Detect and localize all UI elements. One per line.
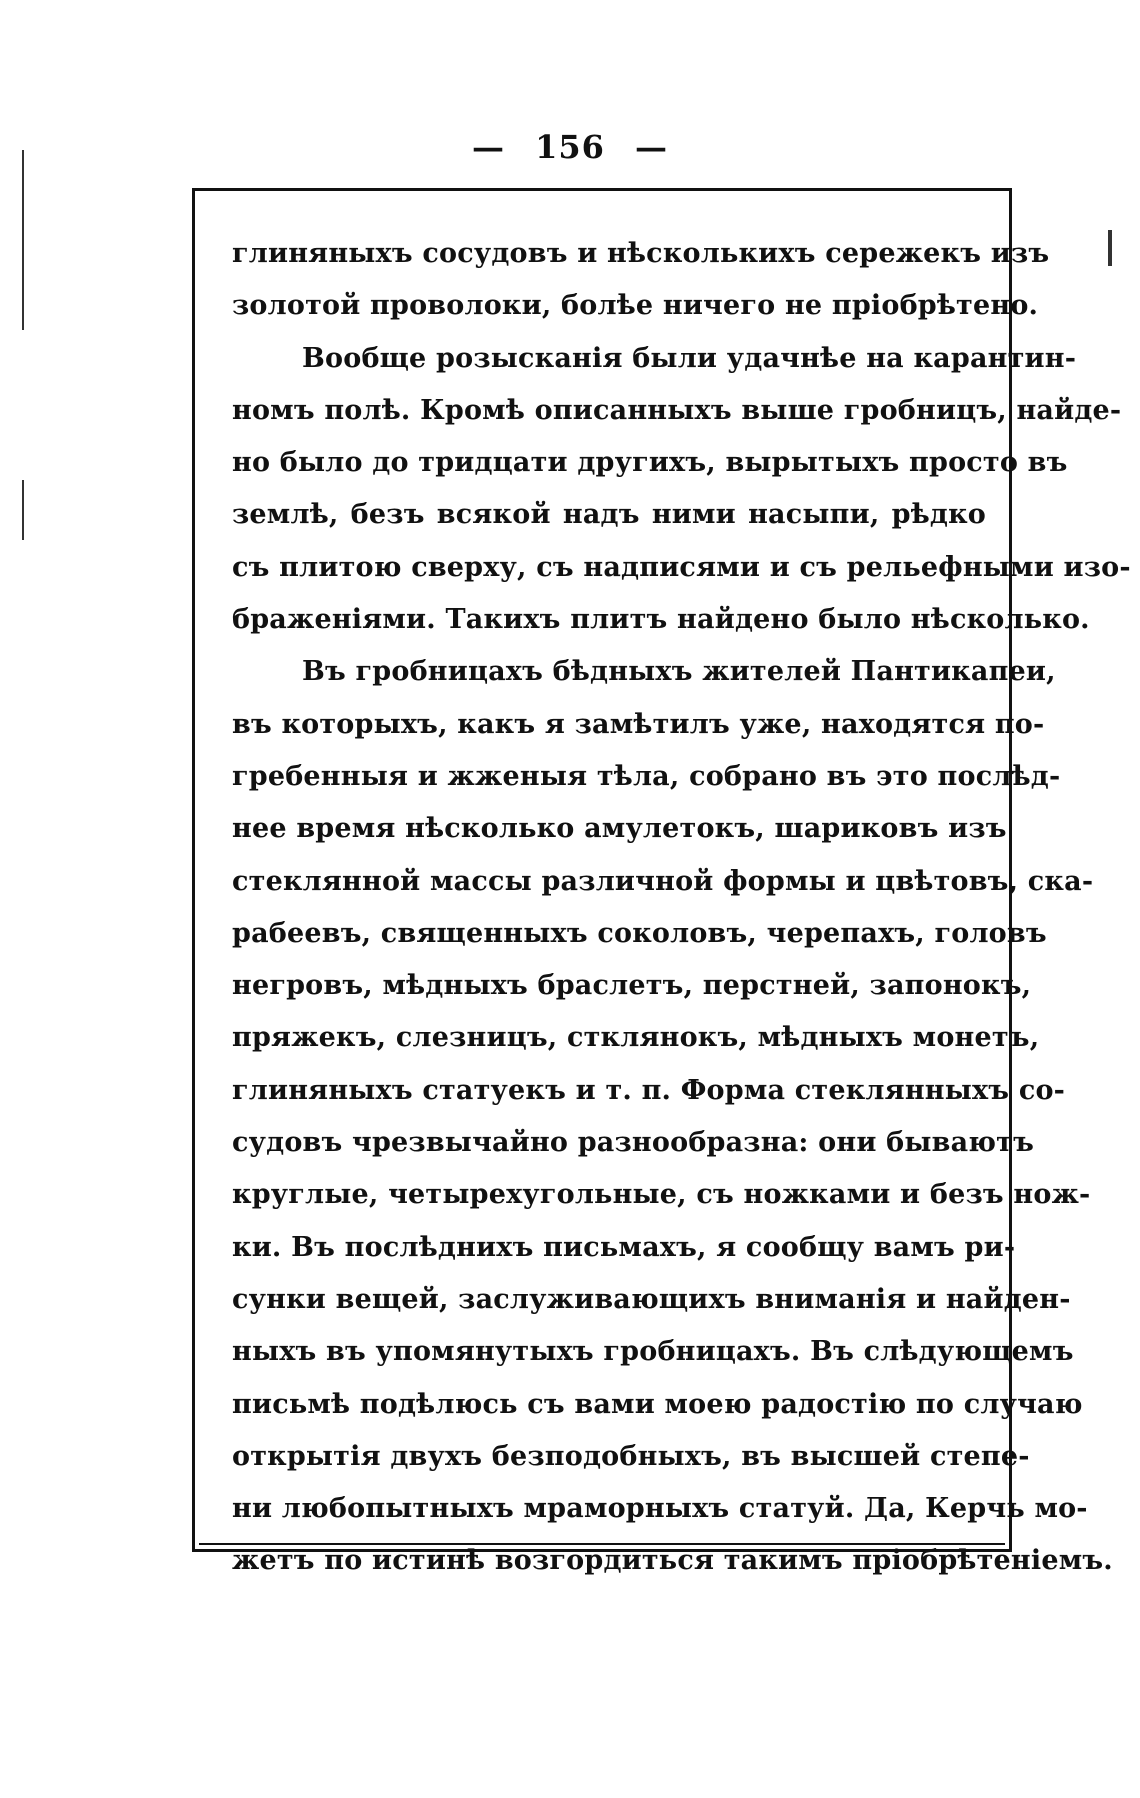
page-number <box>0 128 1140 166</box>
text-line: рабеевъ, священныхъ соколовъ, черепахъ, головъ <box>232 917 1047 949</box>
text-line: браженіями. Такихъ плитъ найдено было нѣсколько. <box>232 604 1090 636</box>
text-line: судовъ чрезвычайно разнообразна: они бываютъ <box>232 1127 1035 1159</box>
scan-edge-mark <box>22 150 24 330</box>
text-line: золотой проволоки, болѣе ничего не пріобрѣтено. <box>232 290 1039 322</box>
text-line: стеклянной массы различной формы и цвѣтовъ, ска- <box>232 865 1094 897</box>
text-line: номъ полѣ. Кромѣ описанныхъ выше гробницъ, найде- <box>232 394 1122 426</box>
scan-edge-mark <box>1108 230 1112 266</box>
text-line: открытія двухъ безподобныхъ, въ высшей степе- <box>232 1440 1030 1472</box>
text-line: глиняныхъ статуекъ и т. п. Форма стеклянныхъ со- <box>232 1074 1066 1106</box>
scan-edge-mark <box>22 480 24 540</box>
text-line: глиняныхъ сосудовъ и нѣсколькихъ сережекъ изъ <box>232 238 1050 269</box>
text-line: ки. Въ послѣднихъ письмахъ, я сообщу вамъ ри- <box>232 1231 1016 1263</box>
text-line: нее время нѣсколько амулетокъ, шариковъ изъ <box>232 813 1007 845</box>
text-line: негровъ, мѣдныхъ браслетъ, перстней, запонокъ, <box>232 970 1032 1002</box>
text-line: землѣ, безъ всякой надъ ними насыпи, рѣдко <box>232 499 986 531</box>
text-line: Въ гробницахъ бѣдныхъ жителей Пантикапеи, <box>302 656 1056 688</box>
text-line: письмѣ подѣлюсь съ вами моею радостію по случаю <box>232 1388 1083 1420</box>
text-line: но было до тридцати другихъ, вырытыхъ просто въ <box>232 447 1068 479</box>
text-line: пряжекъ, слезницъ, стклянокъ, мѣдныхъ монетъ, <box>232 1022 1040 1054</box>
text-line: ни любопытныхъ мраморныхъ статуй. Да, Керчь мо- <box>232 1493 1088 1525</box>
text-line: съ плитою сверху, съ надписями и съ рельефными изо- <box>232 551 1131 583</box>
text-line: Вообще розысканія были удачнѣе на карантин- <box>302 342 1077 374</box>
text-line: жетъ по истинѣ возгордиться такимъ пріобрѣтеніемъ. <box>232 1545 1113 1577</box>
page-number-dash-right: — <box>635 128 669 166</box>
text-line: гребенныя и жженыя тѣла, собрано въ это послѣд- <box>232 760 1061 792</box>
text-line: ныхъ въ упомянутыхъ гробницахъ. Въ слѣдующемъ <box>232 1336 1074 1368</box>
body-text <box>232 228 1131 1588</box>
text-line: въ которыхъ, какъ я замѣтилъ уже, находятся по- <box>232 708 1045 740</box>
page-number-value: 156 <box>535 128 605 166</box>
text-line: круглые, четырехугольные, съ ножками и безъ нож- <box>232 1179 1091 1211</box>
text-line: сунки вещей, заслуживающихъ вниманія и найден- <box>232 1283 1071 1315</box>
page-number-dash-left: — <box>471 128 505 166</box>
